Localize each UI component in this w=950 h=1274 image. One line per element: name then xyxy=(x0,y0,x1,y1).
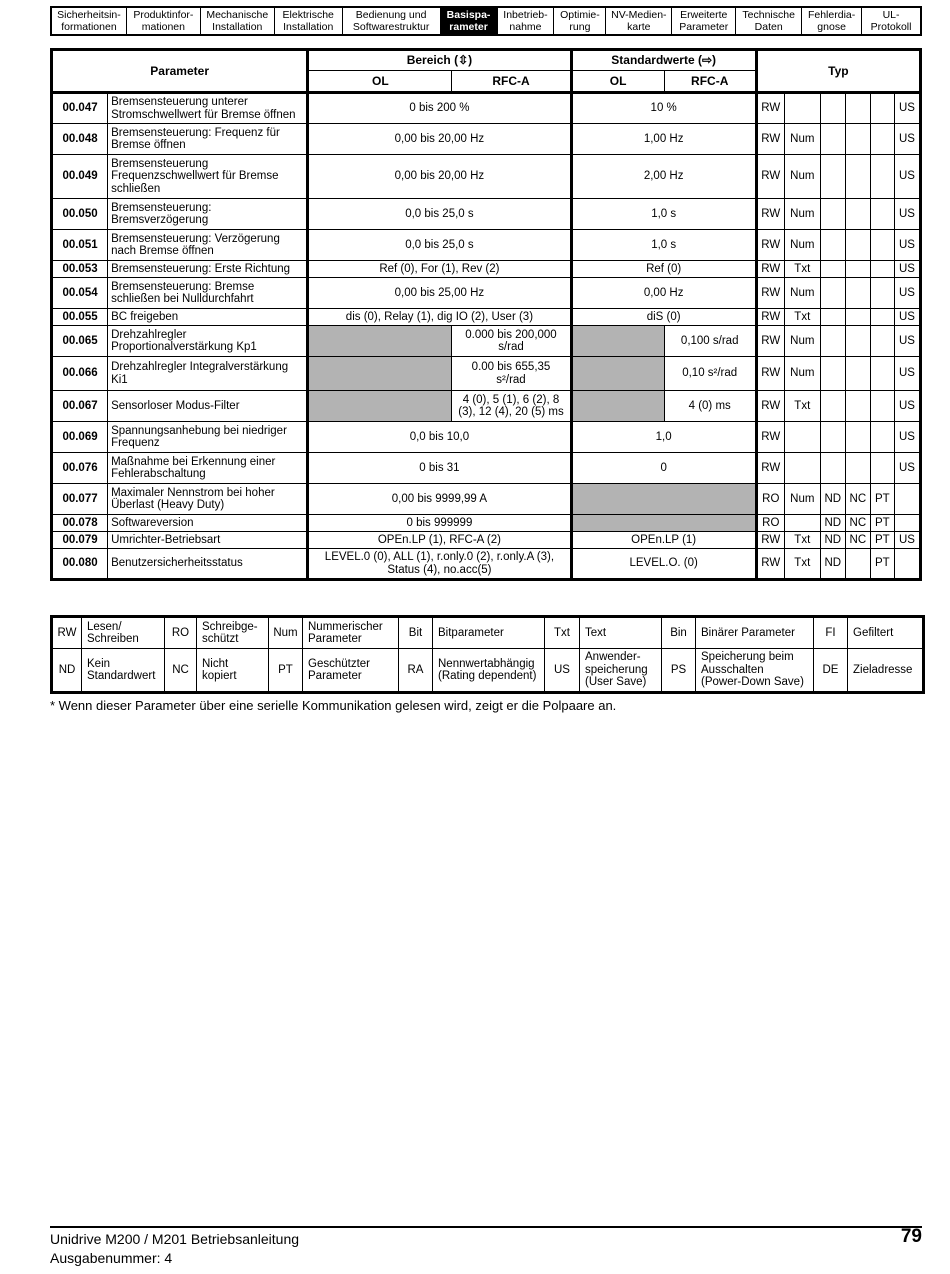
parameter-name: Umrichter-Betriebsart xyxy=(108,532,308,549)
parameter-number: 00.066 xyxy=(52,357,108,391)
parameter-name: Maximaler Nennstrom bei hoher Überlast (Heavy Duty) xyxy=(108,484,308,515)
table-row xyxy=(52,278,921,309)
type-flag: RO xyxy=(756,515,784,532)
header-standard-ol: OL xyxy=(571,71,664,93)
type-flag: RW xyxy=(756,309,784,326)
legend-row xyxy=(52,649,924,693)
legend-description: Nummerischer Parameter xyxy=(303,617,399,649)
range-ol-empty xyxy=(308,357,452,391)
parameter-number: 00.065 xyxy=(52,326,108,357)
type-flag xyxy=(845,261,870,278)
default-empty xyxy=(571,515,756,532)
legend-key: Bin xyxy=(662,617,696,649)
table-row xyxy=(52,532,921,549)
parameter-number: 00.080 xyxy=(52,549,108,580)
type-flag xyxy=(820,230,845,261)
legend-description: Nicht kopiert xyxy=(197,649,269,693)
type-flag: RW xyxy=(756,93,784,124)
type-flag xyxy=(870,278,894,309)
default-value: 1,0 s xyxy=(571,230,756,261)
range: dis (0), Relay (1), dig IO (2), User (3) xyxy=(308,309,571,326)
type-flag: Num xyxy=(784,326,820,357)
header-typ: Typ xyxy=(756,50,920,93)
footer-issue: Ausgabenummer: 4 xyxy=(50,1250,173,1266)
type-flag xyxy=(870,93,894,124)
parameter-name: Bremsensteuerung: Frequenz für Bremse öffnen xyxy=(108,124,308,155)
type-flag xyxy=(820,199,845,230)
type-flag xyxy=(820,391,845,422)
type-flag xyxy=(845,230,870,261)
header-bereich: Bereich (⇳) xyxy=(308,50,571,71)
table-row xyxy=(52,422,921,453)
default-value: 0,00 Hz xyxy=(571,278,756,309)
footer-rule xyxy=(50,1226,922,1228)
page-number: 79 xyxy=(900,1226,922,1247)
default-value: OPEn.LP (1) xyxy=(571,532,756,549)
type-flag: Num xyxy=(784,124,820,155)
type-flag: PT xyxy=(870,549,894,580)
type-flag xyxy=(820,357,845,391)
legend-description: Text xyxy=(580,617,662,649)
tab-fehlerdiagnose[interactable]: Fehlerdia- gnose xyxy=(801,8,861,34)
parameter-name: Softwareversion xyxy=(108,515,308,532)
type-flag xyxy=(870,422,894,453)
parameter-name: Bremsensteuerung: Bremse schließen bei Nulldurchfahrt xyxy=(108,278,308,309)
parameter-number: 00.067 xyxy=(52,391,108,422)
parameter-number: 00.055 xyxy=(52,309,108,326)
default-value: diS (0) xyxy=(571,309,756,326)
parameter-number: 00.047 xyxy=(52,93,108,124)
legend-description: Speicherung beim Ausschalten (Power-Down Save) xyxy=(696,649,814,693)
default-ol-empty xyxy=(571,391,664,422)
parameter-name: Bremsensteuerung: Verzögerung nach Bremse öffnen xyxy=(108,230,308,261)
table-row xyxy=(52,484,921,515)
type-flag: US xyxy=(894,453,920,484)
type-flag xyxy=(784,422,820,453)
legend-description: Schreibge- schützt xyxy=(197,617,269,649)
footer-title: Unidrive M200 / M201 Betriebsanleitung xyxy=(50,1231,300,1247)
type-flag: NC xyxy=(845,532,870,549)
type-flag: NC xyxy=(845,484,870,515)
table-row xyxy=(52,230,921,261)
default-value: 1,0 xyxy=(571,422,756,453)
type-flag xyxy=(845,309,870,326)
type-flag: RW xyxy=(756,326,784,357)
type-flag xyxy=(784,93,820,124)
range-rfca: 4 (0), 5 (1), 6 (2), 8 (3), 12 (4), 20 (5) ms xyxy=(452,391,571,422)
parameter-name: Drehzahlregler Proportionalverstärkung Kp1 xyxy=(108,326,308,357)
legend-description: Binärer Parameter xyxy=(696,617,814,649)
tab-ul-protokoll[interactable]: UL- Protokoll xyxy=(861,8,920,34)
table-row xyxy=(52,549,921,580)
range: 0,0 bis 25,0 s xyxy=(308,230,571,261)
type-flag: Num xyxy=(784,484,820,515)
type-flag xyxy=(845,93,870,124)
parameter-number: 00.078 xyxy=(52,515,108,532)
table-row xyxy=(52,261,921,278)
type-flag xyxy=(894,549,920,580)
legend-key: DE xyxy=(814,649,848,693)
tab-sicherheitsinformationen[interactable]: Sicherheitsin- formationen xyxy=(57,9,121,33)
type-flag: RW xyxy=(756,357,784,391)
range: 0,00 bis 25,00 Hz xyxy=(308,278,571,309)
type-flag: Num xyxy=(784,230,820,261)
default-value: 1,0 s xyxy=(571,199,756,230)
type-flag xyxy=(894,484,920,515)
type-flag xyxy=(845,326,870,357)
legend-key: RA xyxy=(399,649,433,693)
type-flag xyxy=(870,453,894,484)
parameter-name: Drehzahlregler Integralverstärkung Ki1 xyxy=(108,357,308,391)
type-flag xyxy=(870,199,894,230)
tab-inbetriebnahme[interactable]: Inbetrieb- nahme xyxy=(497,8,554,34)
type-flag: ND xyxy=(820,484,845,515)
type-flag xyxy=(870,155,894,199)
parameter-number: 00.076 xyxy=(52,453,108,484)
parameter-name: Spannungsanhebung bei niedriger Frequenz xyxy=(108,422,308,453)
default-rfca: 0,10 s²/rad xyxy=(664,357,756,391)
type-flag: US xyxy=(894,422,920,453)
range: OPEn.LP (1), RFC-A (2) xyxy=(308,532,571,549)
type-flag xyxy=(820,453,845,484)
type-flag: US xyxy=(894,532,920,549)
legend-description: Kein Standardwert xyxy=(82,649,165,693)
tab-erweiterte-parameter[interactable]: Erweiterte Parameter xyxy=(671,8,735,34)
legend-key: FI xyxy=(814,617,848,649)
parameter-name: Bremsensteuerung unterer Stromschwellwert für Bremse öffnen xyxy=(108,93,308,124)
type-flag: RW xyxy=(756,532,784,549)
legend-description: Nennwertabhängig (Rating dependent) xyxy=(433,649,545,693)
type-flag: PT xyxy=(870,515,894,532)
legend-key: RO xyxy=(165,617,197,649)
legend-row xyxy=(52,617,924,649)
type-flag xyxy=(845,199,870,230)
type-flag: Num xyxy=(784,155,820,199)
type-flag: Txt xyxy=(784,549,820,580)
type-flag: US xyxy=(894,357,920,391)
type-flag: US xyxy=(894,124,920,155)
type-flag: RW xyxy=(756,391,784,422)
type-flag xyxy=(845,155,870,199)
footer-text xyxy=(50,1230,299,1268)
parameter-number: 00.053 xyxy=(52,261,108,278)
range-ol-empty xyxy=(308,326,452,357)
legend-description: Lesen/ Schreiben xyxy=(82,617,165,649)
default-rfca: 4 (0) ms xyxy=(664,391,756,422)
legend-description: Geschützter Parameter xyxy=(303,649,399,693)
type-flag: RW xyxy=(756,155,784,199)
type-flag xyxy=(784,453,820,484)
parameter-name: Maßnahme bei Erkennung einer Fehlerabschaltung xyxy=(108,453,308,484)
type-flag: Num xyxy=(784,357,820,391)
type-flag: ND xyxy=(820,515,845,532)
type-flag xyxy=(845,391,870,422)
type-flag: RW xyxy=(756,422,784,453)
parameter-number: 00.069 xyxy=(52,422,108,453)
tab-mechanische-installation[interactable]: Mechanische Installation xyxy=(200,8,274,34)
table-row xyxy=(52,515,921,532)
default-rfca: 0,100 s/rad xyxy=(664,326,756,357)
type-flag: US xyxy=(894,155,920,199)
range: 0,0 bis 10,0 xyxy=(308,422,571,453)
legend-description: Gefiltert xyxy=(848,617,924,649)
type-flag: PT xyxy=(870,532,894,549)
type-flag: RO xyxy=(756,484,784,515)
table-row xyxy=(52,93,921,124)
type-flag xyxy=(845,422,870,453)
type-flag: US xyxy=(894,391,920,422)
type-flag xyxy=(870,326,894,357)
table-row xyxy=(52,453,921,484)
type-flag xyxy=(820,155,845,199)
legend-key: ND xyxy=(52,649,82,693)
parameter-number: 00.077 xyxy=(52,484,108,515)
parameter-name: Bremsensteuerung: Bremsverzögerung xyxy=(108,199,308,230)
default-value: LEVEL.O. (0) xyxy=(571,549,756,580)
type-flag: US xyxy=(894,326,920,357)
type-flag: US xyxy=(894,199,920,230)
default-value: Ref (0) xyxy=(571,261,756,278)
range-rfca: 0.000 bis 200,000 s/rad xyxy=(452,326,571,357)
legend-description: Anwender- speicherung (User Save) xyxy=(580,649,662,693)
type-flag xyxy=(870,309,894,326)
tab-nv-medienkarte[interactable]: NV-Medien- karte xyxy=(605,8,671,34)
type-flag xyxy=(845,124,870,155)
type-flag: RW xyxy=(756,199,784,230)
type-flag: US xyxy=(894,230,920,261)
default-value: 1,00 Hz xyxy=(571,124,756,155)
type-flag xyxy=(870,230,894,261)
parameter-name: Sensorloser Modus-Filter xyxy=(108,391,308,422)
tab-bedienung-softwarestruktur[interactable]: Bedienung und Softwarestruktur xyxy=(342,8,440,34)
tab-optimierung[interactable]: Optimie- rung xyxy=(553,8,605,34)
table-row xyxy=(52,326,921,357)
range: 0,00 bis 20,00 Hz xyxy=(308,155,571,199)
legend-key: Bit xyxy=(399,617,433,649)
type-flag xyxy=(820,261,845,278)
legend-key: Txt xyxy=(545,617,580,649)
parameter-name: Bremsensteuerung: Erste Richtung xyxy=(108,261,308,278)
tab-technische-daten[interactable]: Technische Daten xyxy=(735,8,801,34)
range: Ref (0), For (1), Rev (2) xyxy=(308,261,571,278)
type-flag xyxy=(820,309,845,326)
parameter-table xyxy=(50,48,922,581)
header-bereich-rfca: RFC-A xyxy=(452,71,571,93)
type-flag: Num xyxy=(784,199,820,230)
range: 0,00 bis 20,00 Hz xyxy=(308,124,571,155)
type-flag: NC xyxy=(845,515,870,532)
type-flag: Txt xyxy=(784,391,820,422)
legend-key: PS xyxy=(662,649,696,693)
type-flag: RW xyxy=(756,230,784,261)
type-flag: US xyxy=(894,93,920,124)
type-flag xyxy=(845,278,870,309)
range: LEVEL.0 (0), ALL (1), r.only.0 (2), r.only.A (3), Status (4), no.acc(5) xyxy=(308,549,571,580)
type-flag xyxy=(894,515,920,532)
type-flag xyxy=(845,357,870,391)
header-standard-rfca: RFC-A xyxy=(664,71,756,93)
parameter-number: 00.048 xyxy=(52,124,108,155)
type-flag: RW xyxy=(756,278,784,309)
type-flag xyxy=(845,453,870,484)
legend-description: Zieladresse xyxy=(848,649,924,693)
tab-produktinformationen[interactable]: Produktinfor- mationen xyxy=(126,8,200,34)
default-ol-empty xyxy=(571,326,664,357)
type-flag xyxy=(820,93,845,124)
range: 0 bis 999999 xyxy=(308,515,571,532)
type-flag xyxy=(820,422,845,453)
type-flag: US xyxy=(894,261,920,278)
tab-elektrische-installation[interactable]: Elektrische Installation xyxy=(274,8,342,34)
type-flag: Txt xyxy=(784,532,820,549)
range: 0 bis 31 xyxy=(308,453,571,484)
parameter-name: Benutzersicherheitsstatus xyxy=(108,549,308,580)
type-flag: ND xyxy=(820,549,845,580)
type-flag: RW xyxy=(756,453,784,484)
type-flag: RW xyxy=(756,549,784,580)
type-flag: Txt xyxy=(784,309,820,326)
table-row xyxy=(52,199,921,230)
table-row xyxy=(52,155,921,199)
header-bereich-ol: OL xyxy=(308,71,452,93)
parameter-number: 00.054 xyxy=(52,278,108,309)
type-flag xyxy=(784,515,820,532)
parameter-number: 00.049 xyxy=(52,155,108,199)
range-rfca: 0.00 bis 655,35 s²/rad xyxy=(452,357,571,391)
header-standardwerte: Standardwerte (⇨) xyxy=(571,50,756,71)
default-value: 10 % xyxy=(571,93,756,124)
type-flag: RW xyxy=(756,261,784,278)
type-flag xyxy=(820,124,845,155)
type-flag xyxy=(870,261,894,278)
type-flag xyxy=(870,357,894,391)
type-flag: US xyxy=(894,278,920,309)
default-value: 0 xyxy=(571,453,756,484)
default-empty xyxy=(571,484,756,515)
type-flag xyxy=(870,124,894,155)
type-flag xyxy=(845,549,870,580)
type-flag: Txt xyxy=(784,261,820,278)
default-ol-empty xyxy=(571,357,664,391)
range: 0,00 bis 9999,99 A xyxy=(308,484,571,515)
parameter-number: 00.079 xyxy=(52,532,108,549)
legend-key: US xyxy=(545,649,580,693)
table-row xyxy=(52,357,921,391)
legend-table xyxy=(50,615,925,694)
type-flag xyxy=(820,278,845,309)
tab-basisparameter[interactable]: Basispa- rameter xyxy=(440,8,497,34)
legend-key: Num xyxy=(269,617,303,649)
range-ol-empty xyxy=(308,391,452,422)
legend-key: RW xyxy=(52,617,82,649)
parameter-name: BC freigeben xyxy=(108,309,308,326)
range: 0 bis 200 % xyxy=(308,93,571,124)
type-flag: ND xyxy=(820,532,845,549)
default-value: 2,00 Hz xyxy=(571,155,756,199)
parameter-name: Bremsensteuerung Frequenzschwellwert für Bremse schließen xyxy=(108,155,308,199)
type-flag: US xyxy=(894,309,920,326)
legend-key: NC xyxy=(165,649,197,693)
range: 0,0 bis 25,0 s xyxy=(308,199,571,230)
section-nav xyxy=(50,6,922,36)
type-flag xyxy=(820,326,845,357)
legend-description: Bitparameter xyxy=(433,617,545,649)
parameter-number: 00.051 xyxy=(52,230,108,261)
table-row xyxy=(52,309,921,326)
header-parameter: Parameter xyxy=(52,50,308,93)
table-row xyxy=(52,124,921,155)
legend-key: PT xyxy=(269,649,303,693)
parameter-number: 00.050 xyxy=(52,199,108,230)
table-row xyxy=(52,391,921,422)
type-flag xyxy=(870,391,894,422)
footnote: * Wenn dieser Parameter über eine serielle Kommunikation gelesen wird, zeigt er die Polpaare an. xyxy=(50,698,617,713)
type-flag: PT xyxy=(870,484,894,515)
type-flag: RW xyxy=(756,124,784,155)
type-flag: Num xyxy=(784,278,820,309)
